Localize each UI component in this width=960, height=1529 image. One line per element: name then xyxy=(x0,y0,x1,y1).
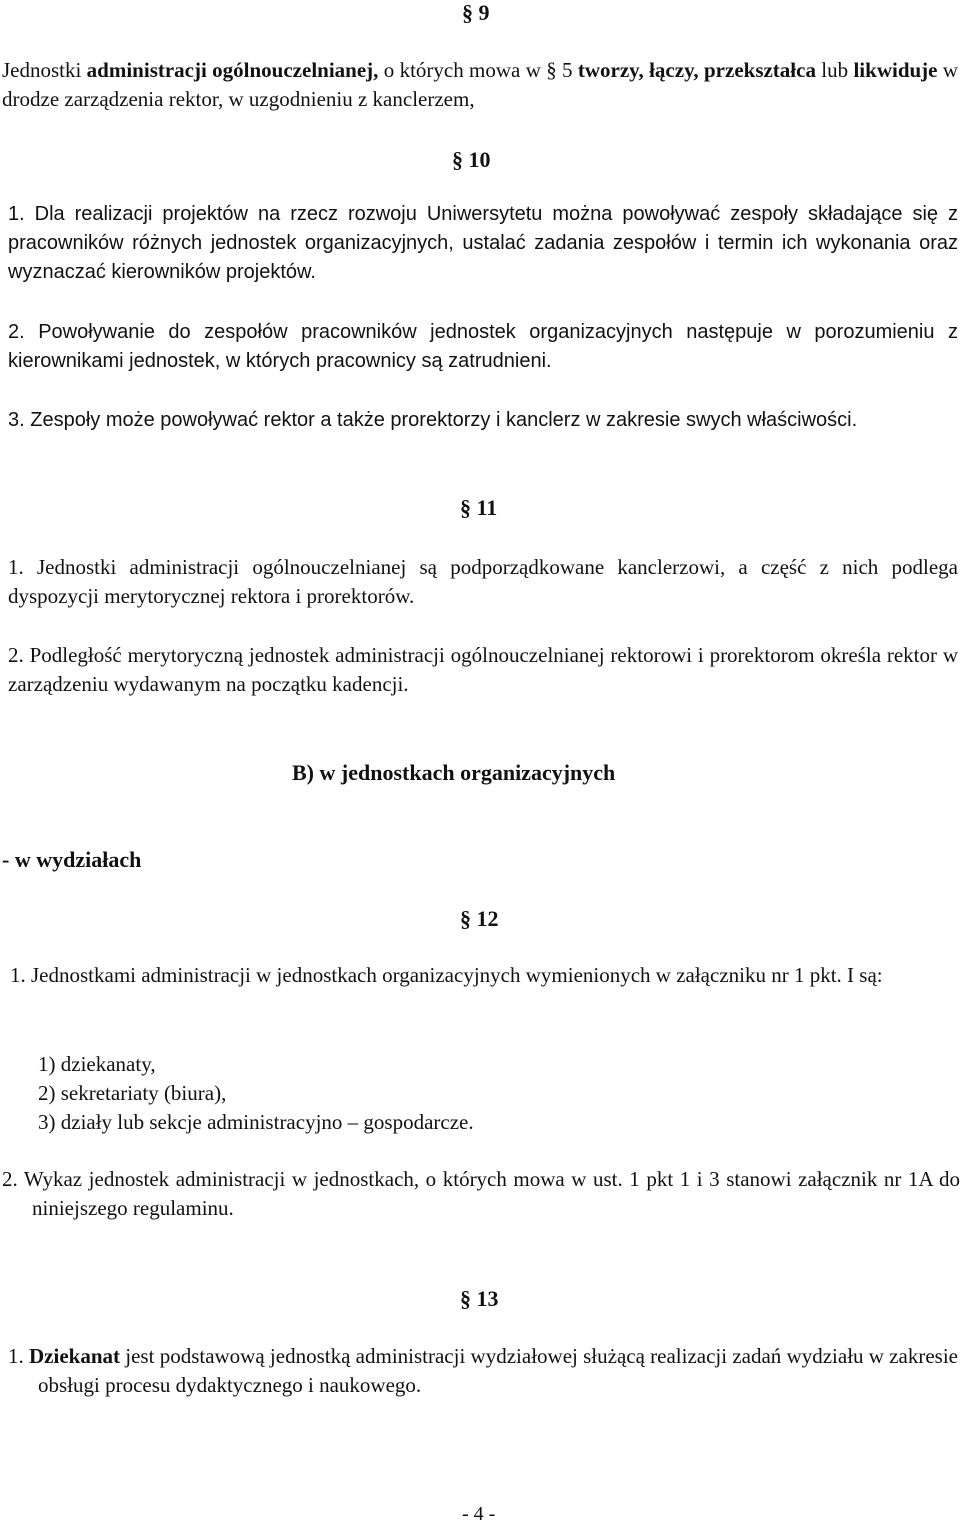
paragraph-11-1: 1. Jednostki administracji ogólnouczelnianej są podporządkowane kanclerzowi, a część z nich podlega dyspozycji merytorycznej rektora i prorektorów. xyxy=(8,555,958,608)
list-item: 1) dziekanaty, xyxy=(38,1052,156,1076)
list-item: 2) sekretariaty (biura), xyxy=(38,1081,227,1105)
section-heading-12: § 12 xyxy=(460,906,499,931)
section-heading-13: § 13 xyxy=(460,1286,499,1311)
paragraph-11-2: 2. Podległość merytoryczną jednostek administracji ogólnouczelnianej rektorowi i prorektorom określa rektor w zarządzeniu wydawanym na początku kadencji. xyxy=(8,643,958,696)
section-b-title: B) w jednostkach organizacyjnych xyxy=(292,760,616,785)
paragraph-12-2: 2. Wykaz jednostek administracji w jednostkach, o których mowa w ust. 1 pkt 1 i 3 stanowi załącznik nr 1A do niniejszego regulaminu. xyxy=(2,1167,960,1220)
paragraph-9: Jednostki administracji ogólnouczelnianej, o których mowa w § 5 tworzy, łączy, przekształca lub likwiduje w drodze zarządzenia rektor, w uzgodnieniu z kanclerzem, xyxy=(2,58,958,111)
section-heading-10: § 10 xyxy=(452,147,491,172)
paragraph-10-3: 3. Zespoły może powoływać rektor a także prorektorzy i kanclerz w zakresie swych właściwości. xyxy=(8,409,858,431)
paragraph-10-2: 2. Powoływanie do zespołów pracowników jednostek organizacyjnych następuje w porozumieniu z kierownikami jednostek, w których pracownicy są zatrudnieni. xyxy=(8,321,958,372)
paragraph-13-1: 1. Dziekanat jest podstawową jednostką administracji wydziałowej służącą realizacji zadań wydziału w zakresie obsługi procesu dydaktycznego i naukowego. xyxy=(8,1344,959,1397)
section-heading-11: § 11 xyxy=(460,495,498,520)
paragraph-12-1: 1. Jednostkami administracji w jednostkach organizacyjnych wymienionych w załączniku nr 1 pkt. I są: xyxy=(10,963,883,987)
section-heading-9: § 9 xyxy=(462,0,490,25)
list-item: 3) działy lub sekcje administracyjno – gospodarcze. xyxy=(38,1110,474,1134)
page-number: - 4 - xyxy=(462,1503,496,1525)
paragraph-10-1: 1. Dla realizacji projektów na rzecz rozwoju Uniwersytetu można powoływać zespoły składające się z pracowników różnych jednostek organizacyjnych, ustalać zadania zespołów i termin ich wykonania oraz wyznaczać kierowników projektów. xyxy=(8,203,958,283)
subsection-title: - w wydziałach xyxy=(2,847,142,872)
